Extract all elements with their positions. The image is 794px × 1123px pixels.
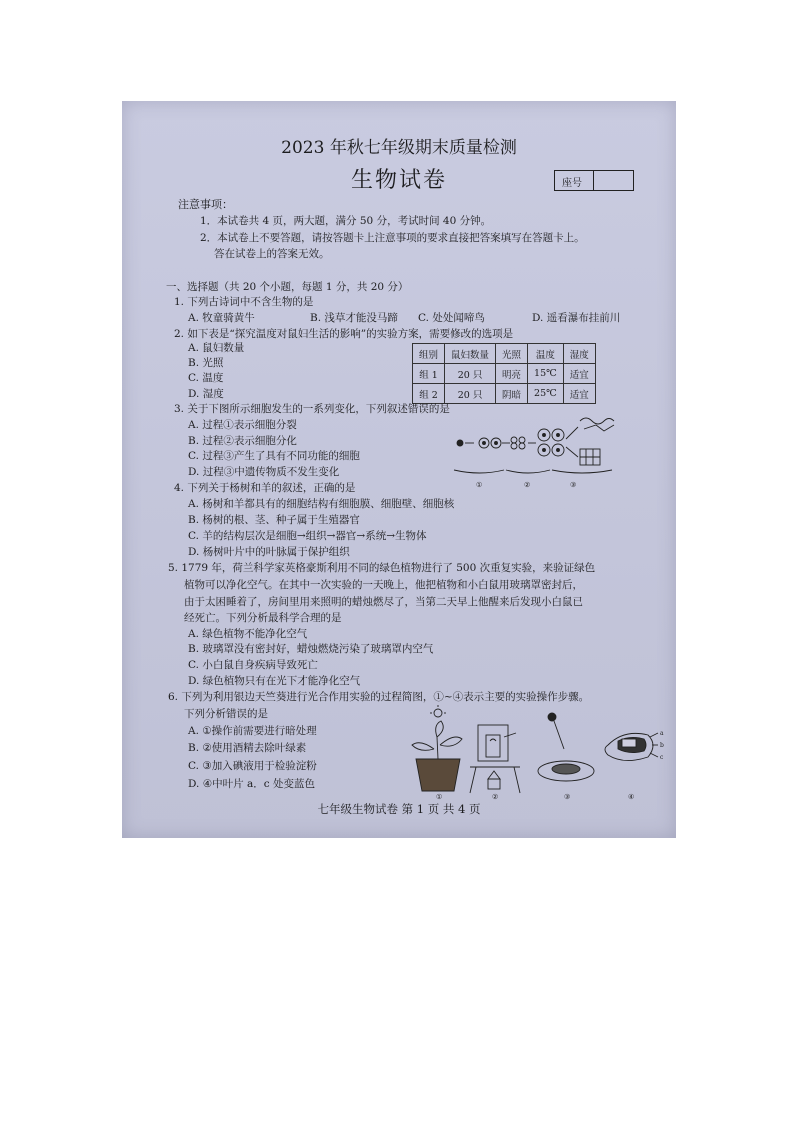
notice-item: 答在试卷上的答案无效。	[214, 248, 330, 260]
table-row	[413, 364, 596, 384]
figure-label: ③	[564, 793, 571, 801]
seat-number-box	[554, 170, 634, 191]
option-d: D. 过程③中遗传物质不发生变化	[188, 466, 340, 478]
table-cell: 阴暗	[496, 384, 528, 404]
notice-item: 1．本试卷共 4 页，两大题，满分 50 分，考试时间 40 分钟。	[200, 215, 492, 227]
exam-title: 2023 年秋七年级期末质量检测	[281, 138, 517, 158]
option-b: B. ②使用酒精去除叶绿素	[188, 742, 307, 754]
table-header-row	[413, 344, 596, 364]
leaf-label: b	[660, 742, 664, 749]
figure-label: ②	[524, 481, 531, 489]
option-a: A. 过程①表示细胞分裂	[188, 419, 297, 431]
table-cell: 15℃	[528, 364, 564, 384]
option-a: A. 鼠妇数量	[188, 342, 245, 354]
option-d: D. ④中叶片 a．c 处变蓝色	[188, 778, 315, 790]
question-stem: 1. 下列古诗词中不含生物的是	[174, 296, 314, 308]
question-stem: 3. 关于下图所示细胞发生的一系列变化，下列叙述错误的是	[174, 403, 450, 415]
section-heading: 一、选择题（共 20 个小题，每题 1 分，共 20 分）	[166, 281, 409, 293]
option-c: C. 羊的结构层次是细胞→组织→器官→系统→生物体	[188, 530, 427, 542]
leaf-label: a	[660, 730, 664, 737]
table-row	[413, 384, 596, 404]
option-b: B. 过程②表示细胞分化	[188, 435, 297, 447]
cell-division-figure	[452, 415, 632, 495]
figure-label: ①	[436, 793, 443, 801]
option-a: A. ①操作前需要进行暗处理	[188, 725, 317, 737]
table-header-cell: 鼠妇数量	[445, 344, 496, 364]
seat-label: 座号	[562, 178, 582, 189]
option-c: C. 过程③产生了具有不同功能的细胞	[188, 450, 360, 462]
option-c: C. ③加入碘液用于检验淀粉	[188, 760, 317, 772]
table-header-cell: 组别	[413, 344, 445, 364]
option-a: A. 绿色植物不能净化空气	[188, 628, 308, 640]
table-cell: 组 1	[413, 364, 445, 384]
figure-label: ③	[570, 481, 577, 489]
figure-label: ④	[628, 793, 635, 801]
question-stem-line: 植物可以净化空气。在其中一次实验的一天晚上，他把植物和小白鼠用玻璃罩密封后，	[184, 579, 583, 591]
exam-subject: 生物试卷	[350, 168, 447, 193]
table-header-cell: 光照	[496, 344, 528, 364]
option-c: C. 小白鼠自身疾病导致死亡	[188, 659, 318, 671]
option-d: D. 遥看瀑布挂前川	[532, 312, 621, 324]
option-b: B. 玻璃罩没有密封好，蜡烛燃烧污染了玻璃罩内空气	[188, 643, 434, 655]
table-cell: 明亮	[496, 364, 528, 384]
option-b: B. 浅草才能没马蹄	[310, 312, 398, 324]
question-stem: 2. 如下表是“探究温度对鼠妇生活的影响”的实验方案，需要修改的选项是	[174, 328, 514, 340]
figure-label: ②	[492, 793, 499, 801]
option-d: D. 绿色植物只有在光下才能净化空气	[188, 675, 361, 687]
page-footer: 七年级生物试卷 第 1 页 共 4 页	[317, 802, 481, 816]
option-d: D. 湿度	[188, 388, 224, 400]
experiment-table	[412, 343, 596, 404]
table-header-cell: 温度	[528, 344, 564, 364]
question-stem-line: 下列分析错误的是	[184, 708, 268, 720]
option-c: C. 温度	[188, 372, 224, 384]
figure-label: ①	[476, 481, 483, 489]
table-header-cell: 湿度	[563, 344, 595, 364]
leaf-label: c	[660, 754, 664, 761]
notice-heading: 注意事项：	[178, 198, 233, 211]
table-cell: 20 只	[445, 364, 496, 384]
question-stem-line: 6. 下列为利用银边天竺葵进行光合作用实验的过程简图，①~④表示主要的实验操作步骤。	[168, 691, 590, 703]
question-stem-line: 由于太困睡着了，房间里用来照明的蜡烛燃尽了，当第二天早上他醒来后发现小白鼠已	[184, 596, 583, 608]
option-c: C. 处处闻啼鸟	[418, 312, 485, 324]
question-stem: 4. 下列关于杨树和羊的叙述，正确的是	[174, 482, 356, 494]
notice-item: 2．本试卷上不要答题，请按答题卡上注意事项的要求直接把答案填写在答题卡上。	[200, 232, 585, 244]
option-b: B. 杨树的根、茎、种子属于生殖器官	[188, 514, 360, 526]
table-cell: 适宜	[563, 384, 595, 404]
exam-paper	[122, 101, 676, 838]
question-stem-line: 5. 1779 年，荷兰科学家英格豪斯利用不同的绿色植物进行了 500 次重复实验，来验证绿色	[168, 562, 596, 574]
question-stem-line: 经死亡。下列分析最科学合理的是	[184, 612, 342, 624]
option-b: B. 光照	[188, 357, 224, 369]
option-a: A. 杨树和羊都具有的细胞结构有细胞膜、细胞壁、细胞核	[188, 498, 455, 510]
option-a: A. 牧童骑黄牛	[188, 312, 255, 324]
table-cell: 适宜	[563, 364, 595, 384]
table-cell: 25℃	[528, 384, 564, 404]
option-d: D. 杨树叶片中的叶脉属于保护组织	[188, 546, 350, 558]
photosynthesis-experiment-figure	[404, 707, 666, 799]
table-cell: 20 只	[445, 384, 496, 404]
table-cell: 组 2	[413, 384, 445, 404]
